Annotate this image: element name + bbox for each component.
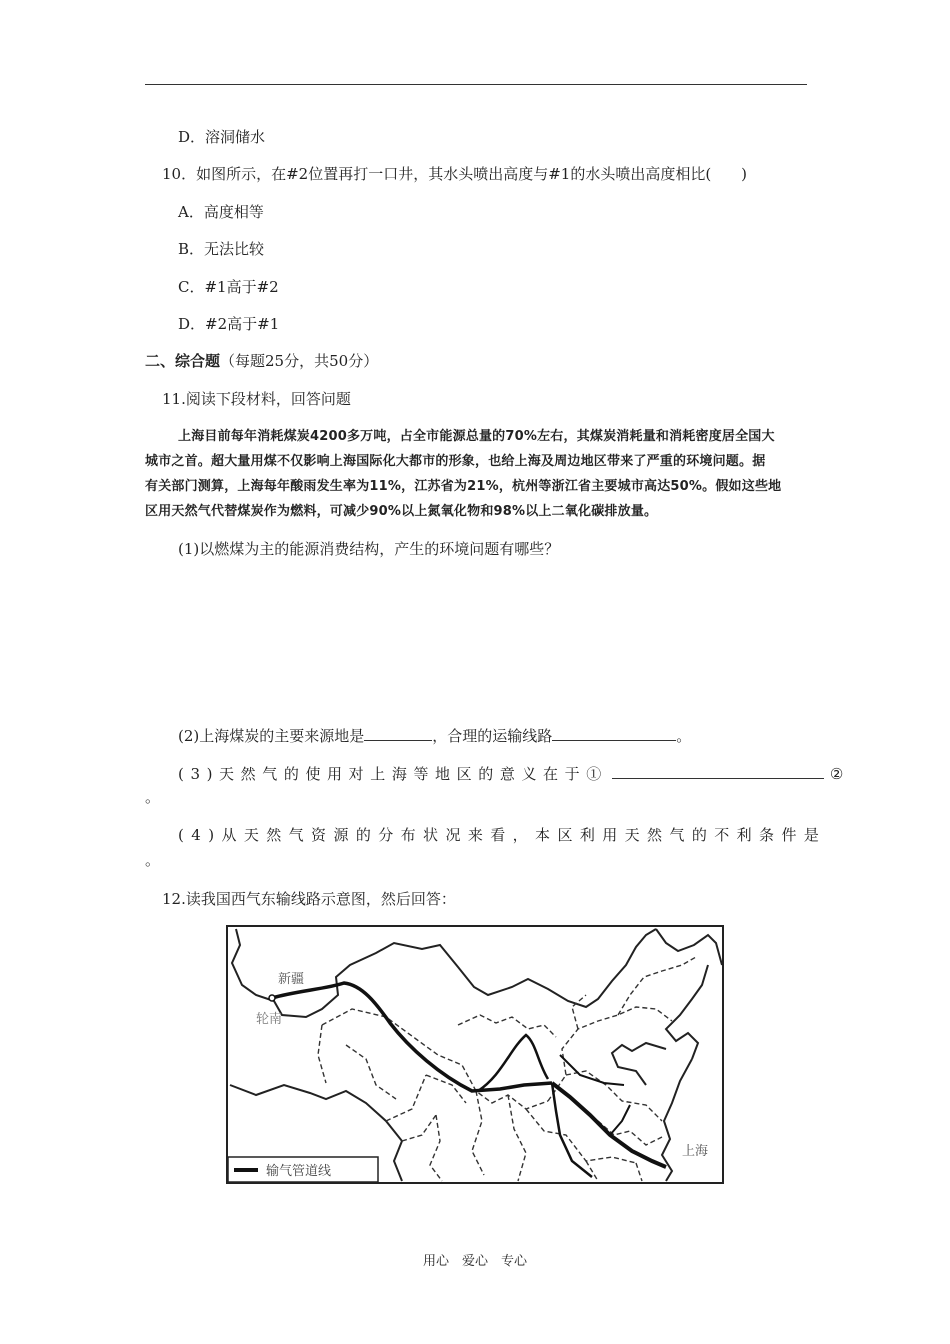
q10-option-d: D．#2高于#1	[178, 315, 280, 333]
q11-material-line-1: 上海目前每年消耗煤炭4200多万吨，占全市能源总量的70%左右，其煤炭消耗量和消耗密度居全国大	[178, 429, 775, 444]
q10-option-c: C．#1高于#2	[178, 278, 279, 296]
section2-heading	[145, 351, 378, 371]
map-frame	[227, 926, 723, 1183]
q12-stem: 12.读我国西气东输线路示意图，然后回答：	[162, 890, 456, 908]
q11-sub3-blank-1[interactable]	[612, 762, 824, 779]
map-label-xinjiang: 新疆	[278, 972, 305, 987]
section2-note: （每题25分，共50分）	[220, 352, 379, 370]
q11-sub4: (4)从天然气资源的分布状况来看，本区利用天然气的不利条件是	[178, 826, 827, 844]
q11-sub3-end: 。	[145, 788, 161, 806]
header-rule	[145, 84, 807, 85]
q11-sub4-end: 。	[145, 851, 161, 869]
q11-material-line-2: 城市之首。超大量用煤不仅影响上海国际化大都市的形象，也给上海及周边地区带来了严重的环境问题。据	[145, 454, 766, 469]
map-label-shanghai: 上海	[682, 1144, 709, 1159]
q11-sub3-text-a: (3)天然气的使用对上海等地区的意义在于①	[178, 765, 608, 783]
q11-material-line-3: 有关部门测算，上海每年酸雨发生率为11%，江苏省为21%，杭州等浙江省主要城市高达50%。假如这些地	[145, 479, 782, 494]
q11-material-line-4: 区用天然气代替煤炭作为燃料，可减少90%以上氮氧化物和98%以上二氧化碳排放量。	[145, 504, 658, 519]
q9-option-d: D．溶洞储水	[178, 128, 266, 146]
lunnan-start-marker	[269, 995, 275, 1001]
legend-label: 输气管道线	[266, 1164, 332, 1179]
section2-title: 二、综合题	[145, 352, 221, 370]
q11-stem: 11.阅读下段材料，回答问题	[162, 390, 351, 408]
q11-sub2-text-b: ，合理的运输线路	[432, 727, 553, 745]
q11-sub2-text-a: (2)上海煤炭的主要来源地是	[178, 727, 365, 745]
q10-option-a: A．高度相等	[178, 203, 264, 221]
q10-option-b: B．无法比较	[178, 240, 265, 258]
map-label-lunnan: 轮南	[256, 1012, 283, 1027]
q11-sub2	[178, 724, 691, 746]
q11-sub2-blank-route[interactable]	[552, 724, 676, 741]
q11-sub3-text-b: ②	[829, 765, 844, 783]
page-footer: 用心 爱心 专心	[422, 1254, 527, 1269]
q11-sub2-blank-source[interactable]	[364, 724, 432, 741]
q11-sub3	[178, 762, 843, 784]
q11-sub2-text-c: 。	[676, 727, 692, 745]
q10-stem: 10．如图所示，在#2位置再打一口井，其水头喷出高度与#1的水头喷出高度相比( )	[162, 165, 748, 183]
west-east-gas-pipeline-map	[226, 925, 724, 1184]
q11-sub1: (1)以燃煤为主的能源消费结构，产生的环境问题有哪些？	[178, 540, 560, 558]
